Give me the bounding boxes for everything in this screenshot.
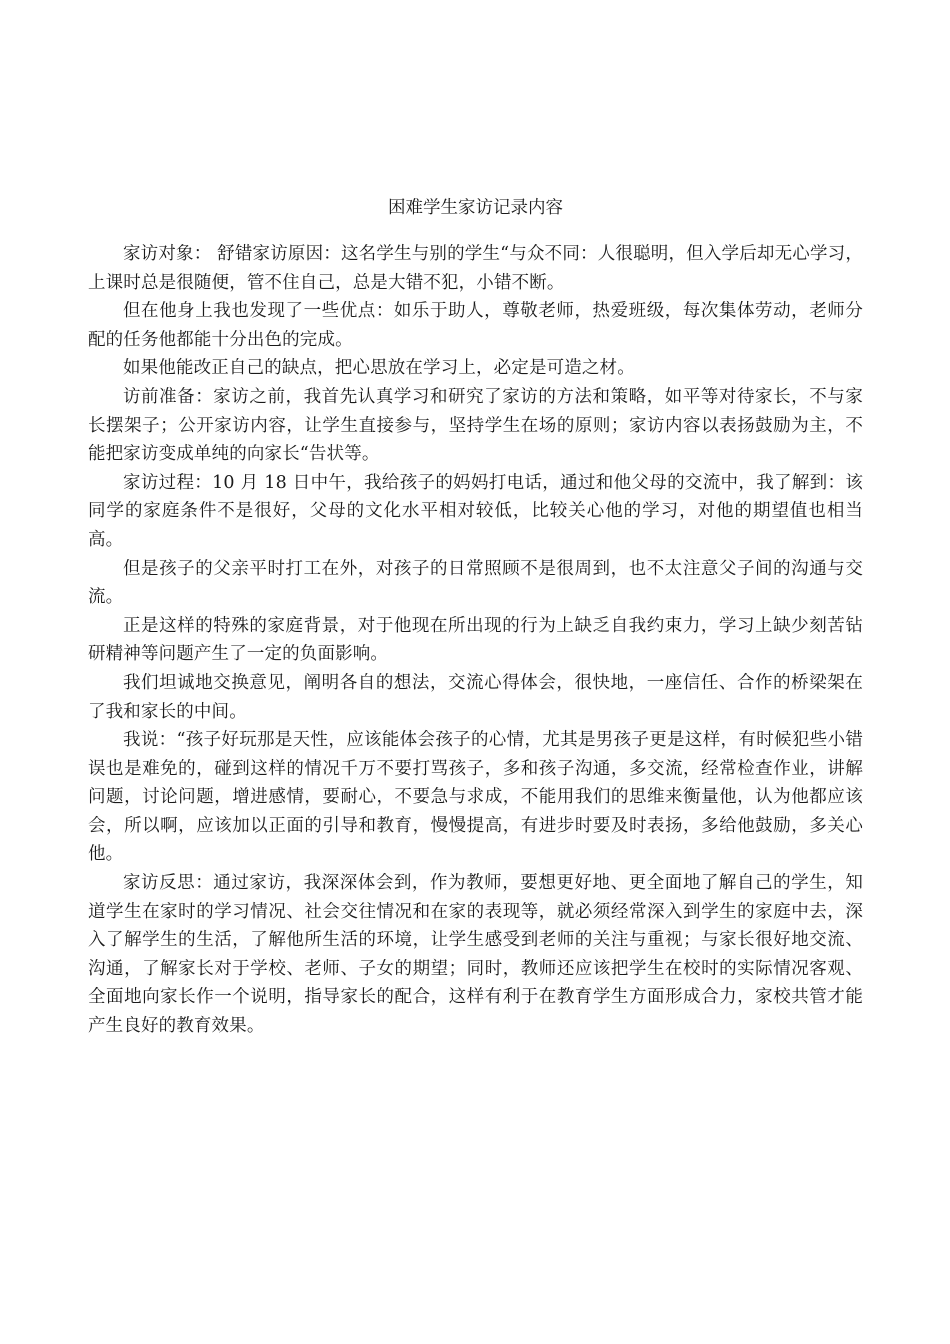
paragraph-teacher-advice: 我说：“孩子好玩那是天性，应该能体会孩子的心情，尤其是男孩子更是这样，有时候犯些小错误也是难免的，碰到这样的情况千万不要打骂孩子，多和孩子沟通，多交流，经常检查作业，讲解问题，讨论问题，增进感情，要耐心，不要急与求成，不能用我们的思维来衡量他，认为他都应该会，所以啊，应该加以正面的引导和教育，慢慢提高，有进步时要及时表扬，多给他鼓励，多关心他。	[88, 730, 863, 865]
document-body	[88, 194, 863, 1041]
paragraph-potential: 如果他能改正自己的缺点，把心思放在学习上，必定是可造之材。	[123, 358, 635, 379]
paragraph-strengths: 但在他身上我也发现了一些优点：如乐于助人，尊敬老师，热爱班级，每次集体劳动，老师分配的任务他都能十分出色的完成。	[88, 301, 863, 350]
paragraph-father: 但是孩子的父亲平时打工在外，对孩子的日常照顾不是很周到，也不太注意父子间的沟通与交流。	[88, 558, 863, 608]
paragraph-preparation: 访前准备：家访之前，我首先认真学习和研究了家访的方法和策略，如平等对待家长，不与家长摆架子；公开家访内容，让学生直接参与，坚持学生在场的原则；家访内容以表扬鼓励为主，不能把家访变成单纯的向家长“告状等。	[88, 386, 863, 465]
paragraph-reflection: 家访反思：通过家访，我深深体会到，作为教师，要想更好地、更全面地了解自己的学生，知道学生在家时的学习情况、社会交往情况和在家的表现等，就必须经常深入到学生的家庭中去，深入了解学生的生活，了解他所生活的环境，让学生感受到老师的关注与重视；与家长很好地交流、沟通，了解家长对于学校、老师、子女的期望；同时，教师还应该把学生在校时的实际情况客观、全面地向家长作一个说明，指导家长的配合，这样有利于在教育学生方面形成合力，家校共管才能产生良好的教育效果。	[88, 873, 863, 1037]
paragraph-exchange: 我们坦诚地交换意见，阐明各自的想法，交流心得体会，很快地，一座信任、合作的桥梁架在了我和家长的中间。	[88, 672, 863, 722]
paragraph-family-background: 正是这样的特殊的家庭背景，对于他现在所出现的行为上缺乏自我约束力，学习上缺少刻苦钻研精神等问题产生了一定的负面影响。	[88, 615, 863, 665]
document-title: 困难学生家访记录内容	[388, 198, 563, 218]
paragraph-visit-target: 家访对象： 舒错家访原因：这名学生与别的学生“与众不同：人很聪明，但入学后却无心学习，上课时总是很随便，管不住自己，总是大错不犯，小错不断。	[88, 244, 863, 293]
paragraph-visit-process: 家访过程：10 月 18 日中午，我给孩子的妈妈打电话，通过和他父母的交流中，我了解到：该同学的家庭条件不是很好，父母的文化水平相对较低，比较关心他的学习，对他的期望值也相当高。	[88, 472, 863, 550]
